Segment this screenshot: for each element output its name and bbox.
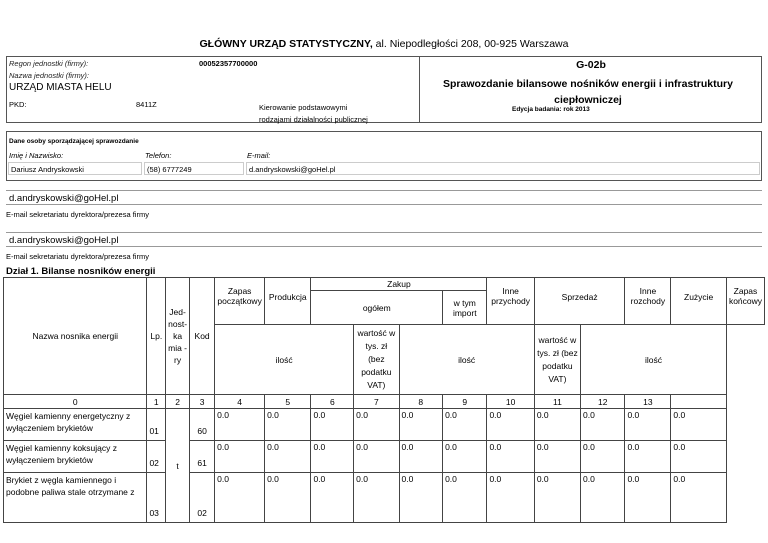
edition-label: Edycja badania: [512,106,562,113]
cell-value[interactable]: 0.0 [534,441,580,473]
col-header-ilosc-1: ilość [215,325,354,395]
cell-value[interactable]: 0.0 [443,441,487,473]
edition-value: rok 2013 [563,106,590,113]
col-num: 9 [443,395,487,409]
col-header-inne-rozchody: Inne rozchody [625,278,671,325]
row-kod: 61 [190,441,215,473]
form-title: Sprawozdanie bilansowe nośników energii i infrastruktury ciepłowniczej [443,78,733,106]
cell-value[interactable]: 0.0 [487,409,534,441]
gus-name: GŁÓWNY URZĄD STATYSTYCZNY, [199,38,373,50]
col-header-wartosc-2: wartość w tys. zł (bez podatku VAT) [534,325,580,395]
row-kod: 60 [190,409,215,441]
col-num: 3 [190,395,215,409]
cell-value[interactable]: 0.0 [671,409,727,441]
col-header-produkcja: Produkcja [265,278,311,325]
col-header-inne-przychody: Inne przychody [487,278,534,325]
director-email-field-2[interactable]: d.andryskowski@goHel.pl [6,232,762,247]
email-label: E-mail: [247,151,271,160]
edition-info [512,106,590,113]
pkd-label: PKD: [9,100,27,109]
row-name: Węgiel kamienny energetyczny z wyłączeniem brykietów [4,409,147,441]
cell-value[interactable]: 0.0 [534,473,580,523]
col-header-sprzedaz: Sprzedaż [534,278,625,325]
cell-value[interactable]: 0.0 [625,441,671,473]
cell-value[interactable]: 0.0 [487,441,534,473]
col-header-zuzycie: Zużycie [671,278,727,325]
table-row [4,473,765,523]
gus-address: al. Niepodległości 208, 00-925 Warszawa [372,38,569,50]
cell-value[interactable]: 0.0 [487,473,534,523]
col-num: 4 [215,395,265,409]
col-num: 11 [534,395,580,409]
cell-value[interactable]: 0.0 [399,409,443,441]
col-num: 0 [4,395,147,409]
col-header-wartosc-1: wartość w tys. zł (bez podatku VAT) [354,325,399,395]
cell-value[interactable]: 0.0 [625,409,671,441]
cell-value[interactable]: 0.0 [311,473,354,523]
cell-value[interactable]: 0.0 [354,409,399,441]
row-kod: 02 [190,473,215,523]
cell-value[interactable]: 0.0 [354,473,399,523]
cell-value[interactable]: 0.0 [215,473,265,523]
person-box [6,131,762,181]
column-number-row [4,395,765,409]
col-num-empty [671,395,727,409]
col-num: 10 [487,395,534,409]
person-name-field[interactable]: Dariusz Andryskowski [8,162,142,175]
regon-value: 00052357700000 [199,59,258,68]
person-section-title: Dane osoby sporządzającej sprawozdanie [9,138,139,145]
cell-value[interactable]: 0.0 [265,473,311,523]
cell-value[interactable]: 0.0 [671,441,727,473]
firm-info-box [6,56,762,123]
cell-value[interactable]: 0.0 [265,409,311,441]
cell-value[interactable]: 0.0 [581,409,625,441]
firm-name-value: URZĄD MIASTA HELU [9,82,112,93]
col-header-ilosc-2: ilość [399,325,534,395]
pkd-description: Kierowanie podstawowymi rodzajami działalności publicznej [259,103,368,124]
col-num: 13 [625,395,671,409]
cell-value[interactable]: 0.0 [215,441,265,473]
cell-value[interactable]: 0.0 [311,409,354,441]
table-row [4,409,765,441]
firm-name-label: Nazwa jednostki (firmy): [9,71,90,80]
director-email-caption-2: E-mail sekretariatu dyrektora/prezesa firmy [6,252,149,261]
cell-value[interactable]: 0.0 [354,441,399,473]
col-num: 7 [354,395,399,409]
row-name: Brykiet z węgla kamiennego i podobne paliwa stale otrzymane z [4,473,147,523]
email-field[interactable]: d.andryskowski@goHel.pl [246,162,760,175]
col-header-zapas-pocz: Zapas początkowy [215,278,265,325]
cell-value[interactable]: 0.0 [581,441,625,473]
phone-label: Telefon: [145,151,172,160]
regon-label: Regon jednostki (firmy): [9,59,89,68]
cell-value[interactable]: 0.0 [671,473,727,523]
col-header-lp: Lp. [147,278,166,395]
director-email-caption: E-mail sekretariatu dyrektora/prezesa firmy [6,210,149,219]
col-header-unit: Jed- nost- ka mia -ry [166,278,190,395]
table-row [4,441,765,473]
report-header [0,38,768,50]
col-num: 8 [399,395,443,409]
col-header-name: Nazwa nosnika energii [4,278,147,395]
cell-value[interactable]: 0.0 [443,473,487,523]
form-code: G-02b [576,59,606,71]
col-header-zakup: Zakup [311,278,487,291]
energy-balance-table [3,277,765,523]
col-num: 6 [311,395,354,409]
cell-value[interactable]: 0.0 [215,409,265,441]
cell-value[interactable]: 0.0 [443,409,487,441]
cell-value[interactable]: 0.0 [534,409,580,441]
row-lp: 03 [147,473,166,523]
row-lp: 02 [147,441,166,473]
col-header-kod: Kod [190,278,215,395]
cell-value[interactable]: 0.0 [399,473,443,523]
cell-value[interactable]: 0.0 [399,441,443,473]
row-unit: t [166,409,190,523]
pkd-value: 8411Z [136,100,157,109]
phone-field[interactable]: (58) 6777249 [144,162,244,175]
person-name-label: Imię i Nazwisko: [9,151,64,160]
row-lp: 01 [147,409,166,441]
col-num: 12 [581,395,625,409]
col-header-ogolem: ogółem [311,291,443,325]
row-name: Węgiel kamienny koksujący z wyłączeniem brykietów [4,441,147,473]
col-num: 5 [265,395,311,409]
section-title: Dział 1. Bilanse nosników energii [6,266,156,277]
cell-value[interactable]: 0.0 [625,473,671,523]
col-header-zapas-konc: Zapas końcowy [726,278,764,325]
cell-value[interactable]: 0.0 [311,441,354,473]
col-header-ilosc-3: ilość [581,325,727,395]
col-num: 2 [166,395,190,409]
col-num: 1 [147,395,166,409]
director-email-field[interactable]: d.andryskowski@goHel.pl [6,190,762,205]
cell-value[interactable]: 0.0 [265,441,311,473]
col-header-import: w tym import [443,291,487,325]
cell-value[interactable]: 0.0 [581,473,625,523]
